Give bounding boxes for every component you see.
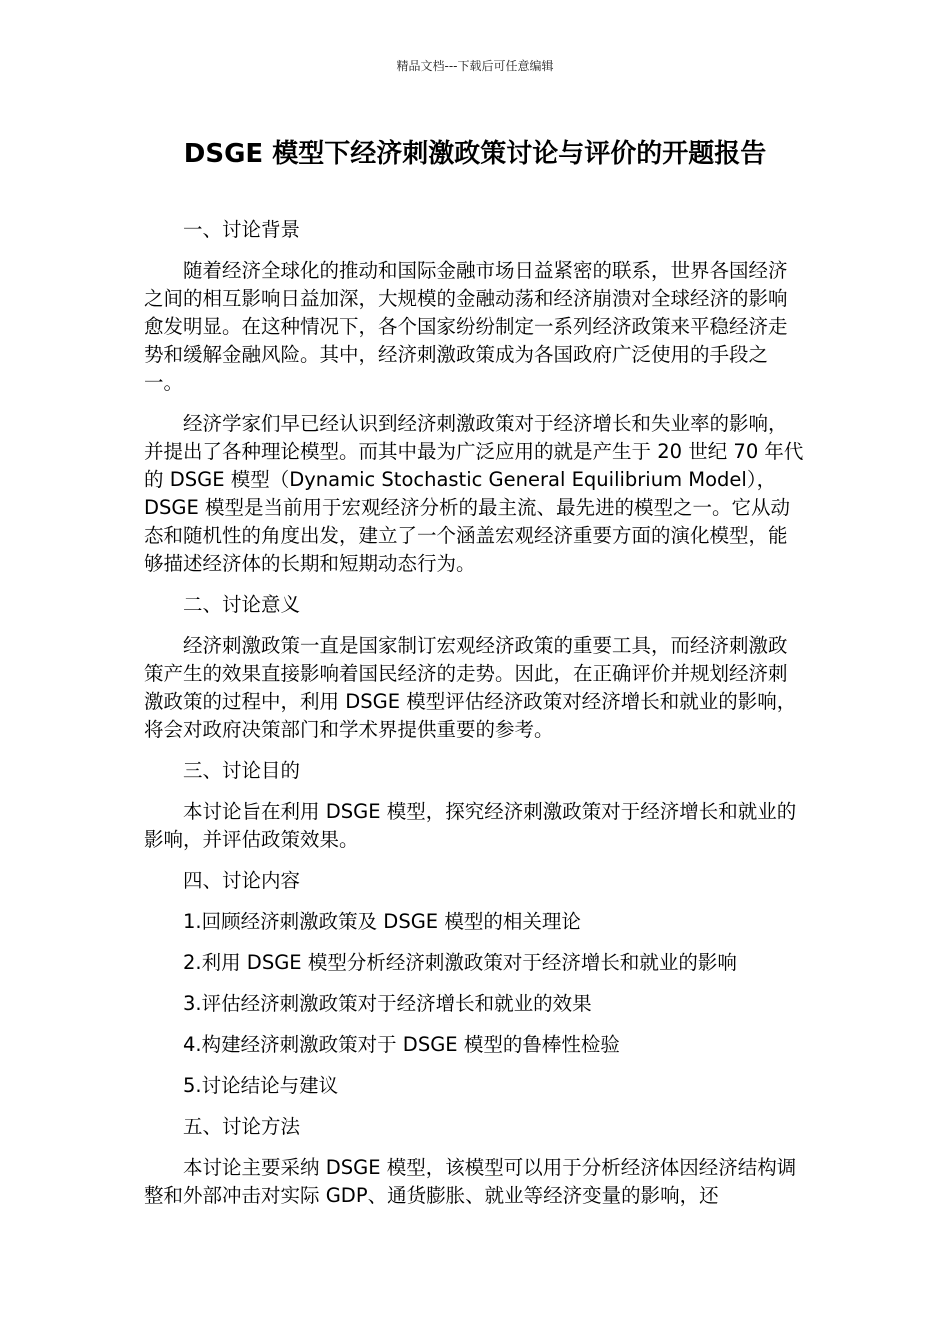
paragraph-significance-1: 经济刺激政策一直是国家制订宏观经济政策的重要工具，而经济刺激政策产生的效果直接影响着国民经济的走势。因此，在正确评价并规划经济刺激政策的过程中，利用 DSGE 模型评估经济政策对经济增长和就业的影响，将会对政府决策部门和学术界提供重要的参考。 [144, 634, 797, 741]
paragraph-background-1: 随着经济全球化的推动和国际金融市场日益紧密的联系，世界各国经济之间的相互影响日益加深，大规模的金融动荡和经济崩溃对全球经济的影响愈发明显。在这种情况下，各个国家纷纷制定一系列经济政策来平稳经济走势和缓解金融风险。其中，经济刺激政策成为各国政府广泛使用的手段之一。 [144, 259, 788, 394]
paragraph-purpose-1: 本讨论旨在利用 DSGE 模型，探究经济刺激政策对于经济增长和就业的影响，并评估政策效果。 [144, 800, 797, 851]
document-title: DSGE 模型下经济刺激政策讨论与评价的开题报告 [183, 139, 767, 169]
section-heading-purpose: 三、讨论目的 [183, 759, 301, 782]
list-item: 1.回顾经济刺激政策及 DSGE 模型的相关理论 [183, 910, 581, 933]
list-item: 5.讨论结论与建议 [183, 1074, 339, 1097]
document-body [144, 216, 806, 1223]
list-item: 2.利用 DSGE 模型分析经济刺激政策对于经济增长和就业的影响 [183, 951, 737, 974]
paragraph-method-1: 本讨论主要采纳 DSGE 模型，该模型可以用于分析经济体因经济结构调整和外部冲击对实际 GDP、通货膨胀、就业等经济变量的影响，还 [144, 1156, 797, 1207]
list-item: 4.构建经济刺激政策对于 DSGE 模型的鲁棒性检验 [183, 1033, 620, 1056]
header-note: 精品文档---下载后可任意编辑 [396, 59, 554, 73]
list-item: 3.评估经济刺激政策对于经济增长和就业的效果 [183, 992, 592, 1015]
section-heading-significance: 二、讨论意义 [183, 593, 301, 616]
paragraph-background-2: 经济学家们早已经认识到经济刺激政策对于经济增长和失业率的影响，并提出了各种理论模型。而其中最为广泛应用的就是产生于 20 世纪 70 年代的 DSGE 模型（Dynamic Stochastic General Equilibrium Model），DSGE 模型是当前用于宏观经济分析的最主流、最先进的模型之一。它从动态和随机性的角度出发，建立了一个涵盖宏观经济重要方面的演化模型，能够描述经济体的长期和短期动态行为。 [144, 412, 804, 575]
section-heading-background: 一、讨论背景 [183, 218, 301, 241]
section-heading-method: 五、讨论方法 [183, 1115, 301, 1138]
section-heading-content: 四、讨论内容 [183, 869, 301, 892]
